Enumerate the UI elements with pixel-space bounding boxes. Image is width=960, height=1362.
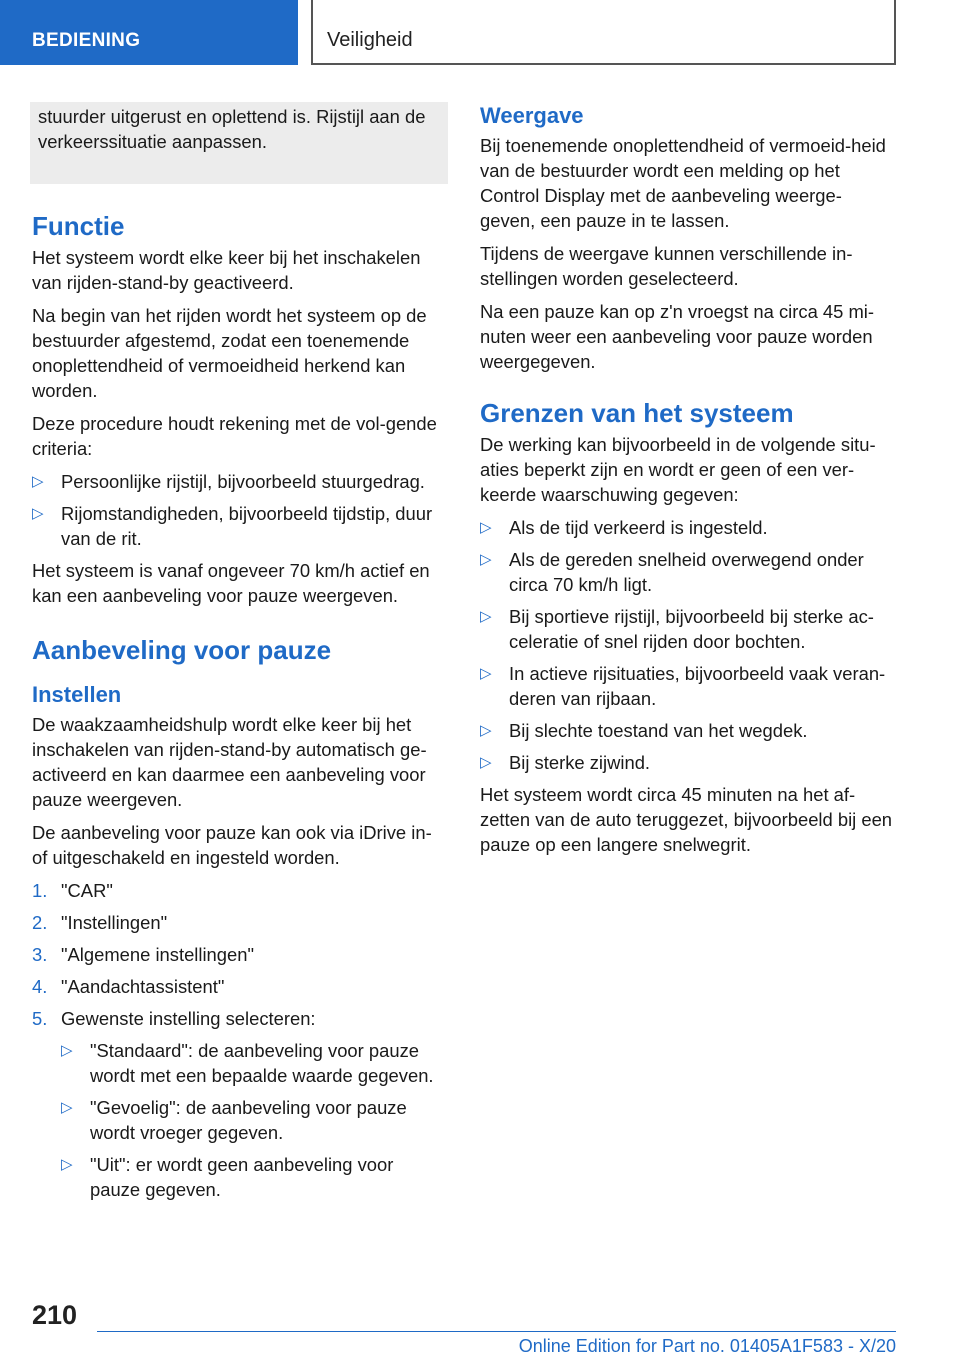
heading-functie: Functie: [32, 211, 125, 241]
page-number: 210: [32, 1300, 78, 1330]
step-item: 2. "Instellingen": [32, 912, 168, 933]
paragraph: Na begin van het rijden wordt het systeem op de bestuurder afgestemd, zodat een toenemende onoplettendheid of vermoeidheid herkend kan worden.: [32, 305, 427, 401]
triangle-bullet-icon: ▷: [480, 722, 492, 739]
paragraph: Het systeem is vanaf ongeveer 70 km/h actief en kan een aanbeveling voor pauze weergeven.: [32, 560, 430, 606]
footer-edition: Online Edition for Part no. 01405A1F583 - X/20: [518, 1336, 896, 1356]
chapter-header: Veiligheid: [311, 0, 896, 65]
list-item: ▷ In actieve rijsituaties, bijvoorbeeld vaak veran-deren van rijbaan.: [480, 663, 886, 709]
limits-list: [480, 515, 896, 775]
list-item: ▷ Bij sterke zijwind.: [480, 752, 651, 773]
paragraph: Het systeem wordt circa 45 minuten na het af-zetten van de auto teruggezet, bijvoorbeeld bij een pauze op een langere snelwegrit.: [480, 784, 893, 855]
step-number: 2.: [32, 912, 48, 933]
triangle-bullet-icon: ▷: [32, 473, 44, 490]
list-item: ▷ "Uit": er wordt geen aanbeveling voor pauze gegeven.: [61, 1154, 394, 1200]
paragraph: Bij toenemende onoplettendheid of vermoeid-heid van de bestuurder wordt een melding op het Control Display met de aanbeveling weerge-geven, een pauze in te lassen.: [480, 135, 886, 231]
steps-list: [32, 878, 448, 1202]
step-item: 1. "CAR": [32, 880, 113, 901]
right-column: [480, 102, 896, 865]
paragraph: Tijdens de weergave kunnen verschillende in-stellingen worden geselecteerd.: [480, 243, 853, 289]
step-item: 5. Gewenste instelling selecteren: ▷ "Standaard": de aanbeveling voor pauze wordt met een bepaalde waarde gegeven. ▷ "Gevoelig": de aanbeveling voor pauze wordt vroeger gegeven. ▷ "Uit": er wordt geen aanbeveling voor pauze gegeven.: [32, 1006, 448, 1202]
left-column: [32, 102, 448, 1209]
note-box: [30, 102, 448, 184]
list-item: ▷ Bij slechte toestand van het wegdek.: [480, 720, 808, 741]
step-number: 5.: [32, 1008, 48, 1029]
list-item: ▷ Persoonlijke rijstijl, bijvoorbeeld stuurgedrag.: [32, 471, 425, 492]
list-item: ▷ "Standaard": de aanbeveling voor pauze wordt met een bepaalde waarde gegeven.: [61, 1040, 434, 1086]
list-item: ▷ Bij sportieve rijstijl, bijvoorbeeld bij sterke ac-celeratie of snel rijden door bochten.: [480, 606, 874, 652]
paragraph: De aanbeveling voor pauze kan ook via iDrive in- of uitgeschakeld en ingesteld worden.: [32, 822, 432, 868]
paragraph: De waakzaamheidshulp wordt elke keer bij het inschakelen van rijden-stand-by automatisch ge-activeerd en kan daarmee een aanbeveling voor pauze weergeven.: [32, 714, 427, 810]
heading-instellen: Instellen: [32, 682, 122, 707]
footer-divider: [97, 1331, 896, 1332]
paragraph: Na een pauze kan op z'n vroegst na circa 45 mi-nuten weer een aanbeveling voor pauze worden weergegeven.: [480, 301, 875, 372]
triangle-bullet-icon: ▷: [480, 754, 492, 771]
triangle-bullet-icon: ▷: [480, 519, 492, 536]
paragraph: Het systeem wordt elke keer bij het inschakelen van rijden-stand-by geactiveerd.: [32, 247, 421, 293]
triangle-bullet-icon: ▷: [480, 665, 492, 682]
list-item: ▷ Als de tijd verkeerd is ingesteld.: [480, 517, 768, 538]
heading-aanbeveling: Aanbeveling voor pauze: [32, 635, 332, 665]
options-list: [61, 1038, 448, 1202]
step-number: 4.: [32, 976, 48, 997]
criteria-list: [32, 469, 448, 551]
triangle-bullet-icon: ▷: [480, 608, 492, 625]
section-header: BEDIENING: [0, 0, 298, 65]
triangle-bullet-icon: ▷: [480, 551, 492, 568]
step-number: 1.: [32, 880, 48, 901]
list-item: ▷ Als de gereden snelheid overwegend onder circa 70 km/h ligt.: [480, 549, 864, 595]
note-text: stuurder uitgerust en oplettend is. Rijstijl aan de verkeerssituatie aanpassen.: [38, 106, 426, 152]
paragraph: Deze procedure houdt rekening met de vol-gende criteria:: [32, 413, 437, 459]
paragraph: De werking kan bijvoorbeeld in de volgende situ-aties beperkt zijn en wordt er geen of een ver-keerde waarschuwing gegeven:: [480, 434, 876, 505]
triangle-bullet-icon: ▷: [61, 1042, 73, 1059]
step-number: 3.: [32, 944, 48, 965]
step-item: 4. "Aandachtassistent": [32, 976, 225, 997]
step-item: 3. "Algemene instellingen": [32, 944, 254, 965]
triangle-bullet-icon: ▷: [61, 1156, 73, 1173]
heading-grenzen: Grenzen van het systeem: [480, 398, 794, 428]
list-item: ▷ "Gevoelig": de aanbeveling voor pauze wordt vroeger gegeven.: [61, 1097, 407, 1143]
heading-weergave: Weergave: [480, 103, 584, 128]
triangle-bullet-icon: ▷: [61, 1099, 73, 1116]
list-item: ▷ Rijomstandigheden, bijvoorbeeld tijdstip, duur van de rit.: [32, 503, 433, 549]
triangle-bullet-icon: ▷: [32, 505, 44, 522]
